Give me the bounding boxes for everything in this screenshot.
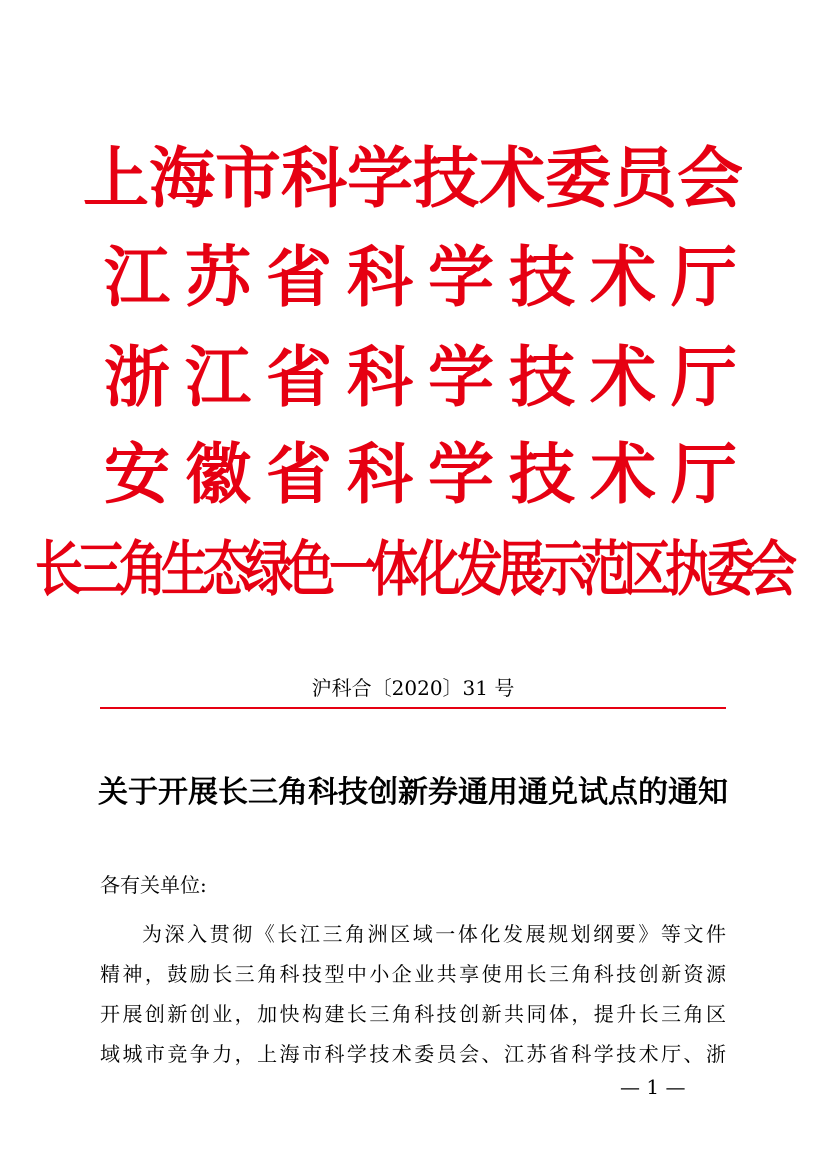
document-number: 沪科合〔2020〕31 号: [311, 676, 515, 700]
body-line: 精神，鼓励长三角科技型中小企业共享使用长三角科技创新资源: [100, 962, 726, 986]
issuer-jiangsu-std: 江苏省科学技术厅: [104, 239, 752, 316]
header-divider: [100, 707, 726, 709]
body-line: 域城市竞争力，上海市科学技术委员会、江苏省科学技术厅、浙: [100, 1042, 726, 1066]
page-number: — 1 —: [620, 1075, 686, 1099]
salutation: 各有关单位:: [100, 873, 207, 897]
issuer-anhui-std: 安徽省科学技术厅: [104, 436, 752, 513]
issuer-shanghai-stc: 上海市科学技术委员会: [83, 140, 743, 217]
issuer-yrd-demo-zone: 长三角生态绿色一体化发展示范区执委会: [34, 535, 791, 605]
body-line: 为深入贯彻《长江三角洲区域一体化发展规划纲要》等文件: [142, 922, 726, 946]
document-title: 关于开展长三角科技创新券通用通兑试点的通知: [98, 775, 728, 810]
issuer-zhejiang-std: 浙江省科学技术厅: [104, 339, 752, 416]
body-line: 开展创新创业，加快构建长三角科技创新共同体，提升长三角区: [100, 1002, 726, 1026]
